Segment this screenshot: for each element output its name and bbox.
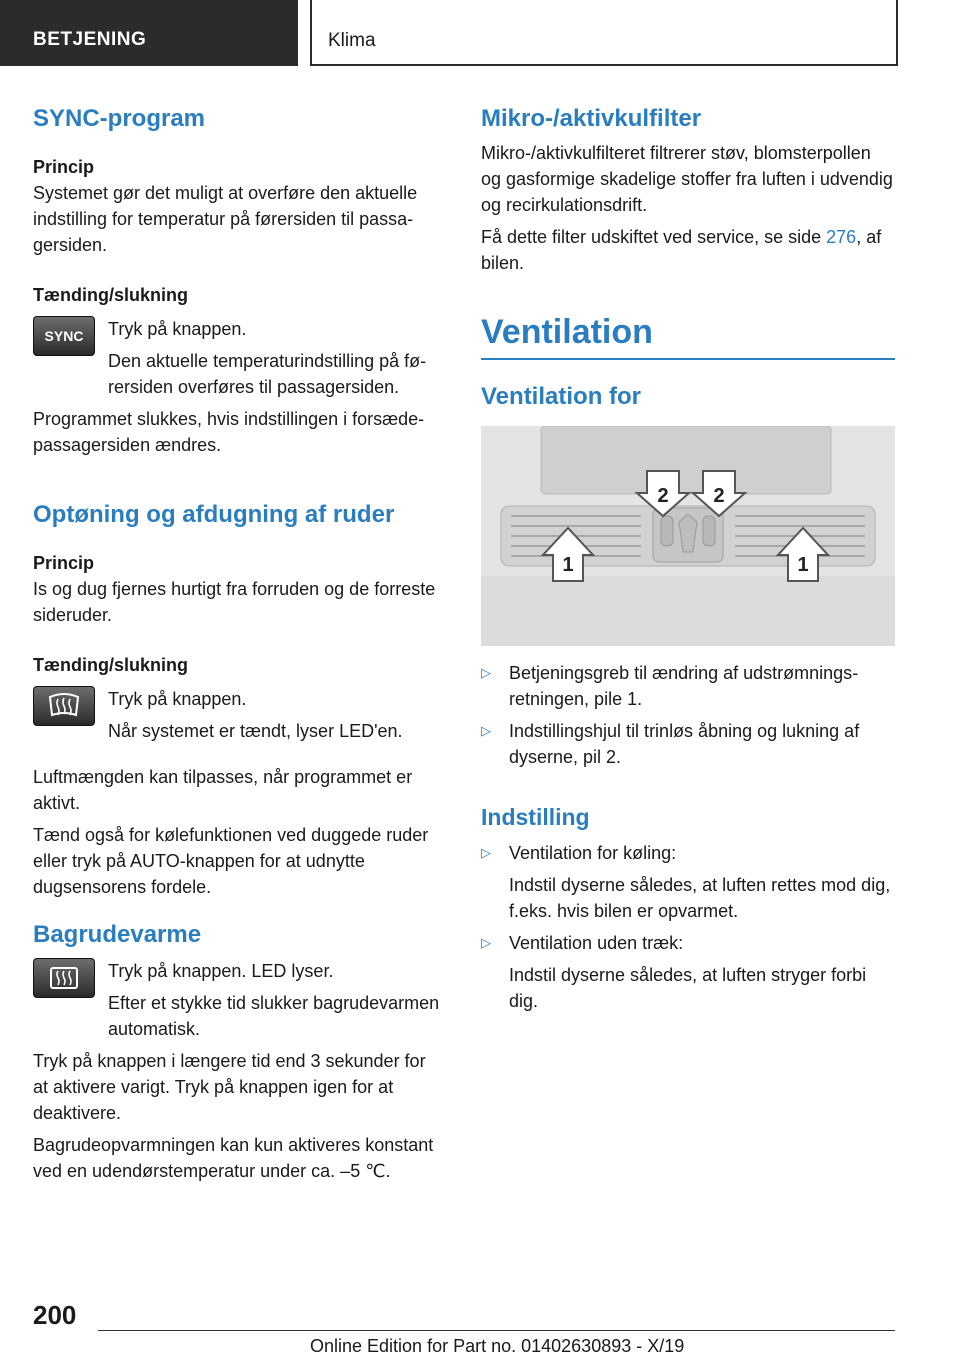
rear-para-2: Bagrudeopvarmningen kan kun aktiveres konstant ved en udendørstemperatur under ca. –5 ℃. bbox=[33, 1135, 434, 1181]
filter-title: Mikro-/aktivkulfilter bbox=[481, 105, 702, 132]
defrost-step-1: Tryk på knappen. bbox=[108, 689, 247, 709]
right-column bbox=[481, 104, 895, 1014]
footer-rule bbox=[98, 1330, 895, 1331]
sync-step-2: Den aktuelle temperaturindstilling på førersiden overføres til passagersiden. bbox=[108, 351, 427, 397]
filter-service-pre: Få dette filter udskiftet ved service, se side bbox=[481, 227, 827, 247]
sync-instruction bbox=[33, 316, 445, 400]
vent-figure bbox=[481, 426, 895, 646]
defrost-para-2: Tænd også for kølefunktionen ved duggede ruder eller tryk på AUTO-knappen for at udnytte dugsensorens fordele. bbox=[33, 825, 429, 897]
filter-text: Mikro-/aktivkulfilteret filtrerer støv, blomsterpollen og gasformige skadelige stoffer fra luften i udvendig og recirkulationsdrift. bbox=[481, 143, 893, 215]
edition-note: Online Edition for Part no. 01402630893 - X/19 bbox=[310, 1336, 685, 1356]
list-item bbox=[481, 930, 895, 1014]
setting-list bbox=[481, 840, 895, 1014]
section-label: BETJENING bbox=[33, 29, 147, 50]
setting-item-text: Indstil dyserne således, at luften rettes mod dig, f.eks. hvis bilen er opvarmet. bbox=[509, 875, 891, 921]
list-item: ▷ Betjeningsgreb til ændring af udstrømningsretningen, pile 1. bbox=[481, 660, 895, 712]
vent-list bbox=[481, 660, 895, 770]
rear-title: Bagrudevarme bbox=[33, 921, 202, 948]
chapter-label: Klima bbox=[328, 30, 376, 51]
title-rule bbox=[481, 358, 895, 360]
figure-label-1a: 1 bbox=[562, 554, 574, 576]
defrost-princip-label: Princip bbox=[33, 553, 95, 573]
sync-button-icon bbox=[33, 316, 95, 356]
defrost-step-2: Når systemet er tændt, lyser LED'en. bbox=[108, 721, 403, 741]
sync-onoff-label: Tænding/slukning bbox=[33, 285, 188, 305]
sync-button-label: SYNC bbox=[44, 328, 84, 344]
sync-step-3: Programmet slukkes, hvis indstillingen i forsæde-passagersiden ændres. bbox=[33, 409, 425, 455]
sync-step-1: Tryk på knappen. bbox=[108, 319, 247, 339]
setting-item-title: ▷ Ventilation for køling: bbox=[509, 843, 677, 863]
filter-service bbox=[481, 224, 895, 276]
rear-para-1: Tryk på knappen i længere tid end 3 sekunder for at aktivere varigt. Tryk på knappen igen for at deaktivere. bbox=[33, 1051, 426, 1123]
sync-princip-label: Princip bbox=[33, 157, 95, 177]
sync-title: SYNC-program bbox=[33, 105, 206, 132]
list-item bbox=[481, 840, 895, 924]
sync-princip-text: Systemet gør det muligt at overføre den aktuelle indstilling for temperatur på førersiden til passagersiden. bbox=[33, 183, 418, 255]
rear-window-heating-icon bbox=[33, 958, 95, 998]
figure-label-2a: 2 bbox=[657, 485, 669, 507]
list-item: ▷ Indstillingshjul til trinløs åbning og lukning af dyserne, pil 2. bbox=[481, 718, 895, 770]
vent-front-title: Ventilation for bbox=[481, 383, 642, 410]
rear-step-2: Efter et stykke tid slukker bagrudevarmen automatisk. bbox=[108, 993, 440, 1039]
setting-item-title: ▷ Ventilation uden træk: bbox=[509, 933, 684, 953]
ventilation-title: Ventilation bbox=[481, 313, 653, 351]
setting-item-text: Indstil dyserne således, at luften stryger forbi dig. bbox=[509, 965, 867, 1011]
filter-service-post: , af bilen. bbox=[481, 227, 882, 273]
figure-label-1b: 1 bbox=[797, 554, 809, 576]
rear-step-1: Tryk på knappen. LED lyser. bbox=[108, 961, 334, 981]
left-column bbox=[33, 104, 445, 1184]
section-tab bbox=[0, 0, 298, 66]
defrost-para-1: Luftmængden kan tilpasses, når programmet er aktivt. bbox=[33, 767, 413, 813]
defrost-title: Optøning og afdugning af ruder bbox=[33, 501, 395, 528]
windshield-defrost-icon bbox=[33, 686, 95, 726]
setting-title: Indstilling bbox=[481, 804, 590, 830]
defrost-instruction bbox=[33, 686, 445, 746]
rear-instruction bbox=[33, 958, 445, 1042]
figure-label-2b: 2 bbox=[713, 485, 725, 507]
defrost-onoff-label: Tænding/slukning bbox=[33, 655, 188, 675]
chapter-tab bbox=[310, 0, 898, 66]
vent-illustration bbox=[481, 426, 895, 646]
page-reference-link[interactable]: 276 bbox=[826, 227, 857, 247]
defrost-princip-text: Is og dug fjernes hurtigt fra forruden og de forreste sideruder. bbox=[33, 579, 436, 625]
page-number: 200 bbox=[33, 1300, 77, 1330]
